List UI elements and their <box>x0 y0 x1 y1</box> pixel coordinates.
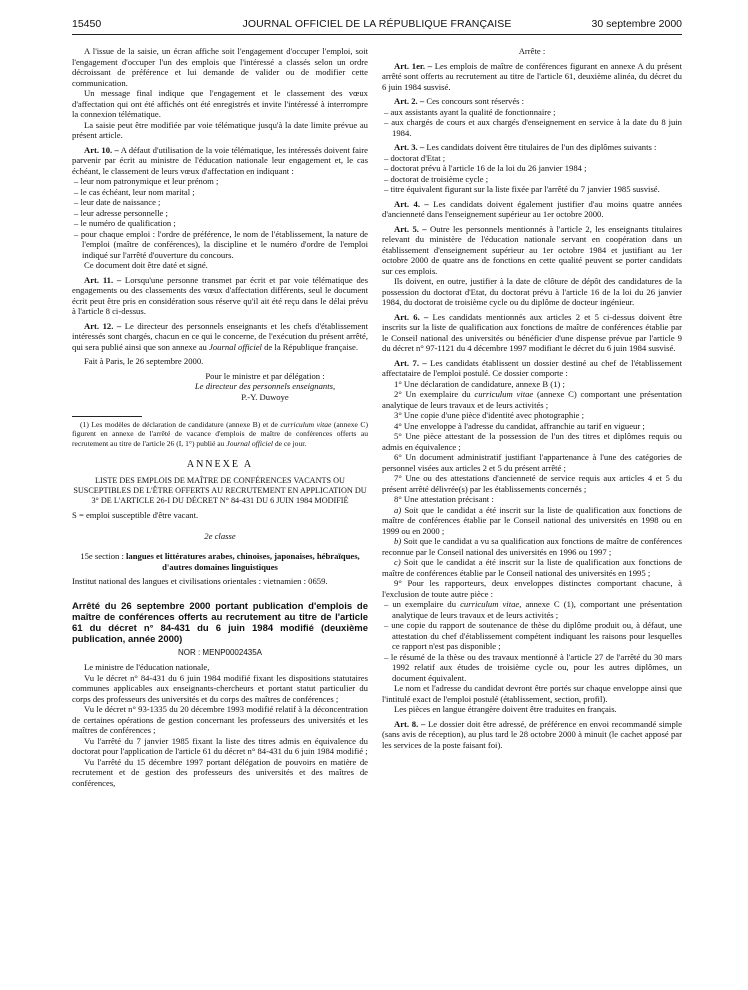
footnote <box>72 420 368 448</box>
article-label: Art. 1er. – <box>394 60 433 71</box>
footnote-text: (annexe C) figurent en annexe de l'arrêté de vacance d'emplois de maître de conférences offerts au recrutement au titre de l'article 26 (I, 1°) publié au <box>72 420 369 448</box>
list-item: – doctorat de troisième cycle ; <box>384 173 489 184</box>
paragraph: Les pièces en langue étrangère doivent être traduites en français. <box>394 704 617 714</box>
item-text: , annexe C (1), comportant une présentation analytique de leurs travaux et de leurs activités ; <box>392 599 683 620</box>
article-11 <box>72 275 368 317</box>
article-label: Art. 10. – <box>84 144 119 155</box>
item-text: – un exemplaire du <box>384 599 461 609</box>
article-2 <box>382 96 682 107</box>
article-text: Le dossier doit être adressé, de préférence en envoi recommandé simple (sans avis de réception), au plus tard le 28 octobre 2000 à minuit (le cachet apposé par les services de la poste faisant foi). <box>382 718 682 750</box>
footnote-text: (1) Les modèles de déclaration de candidature (annexe B) et de <box>80 420 281 429</box>
article-label: Art. 5. – <box>394 223 427 234</box>
signature-title: Le directeur des personnels enseignants, <box>194 381 336 391</box>
item-text: curriculum vitae <box>460 599 520 609</box>
class-heading: 2e classe <box>204 530 236 541</box>
list-item: 9° Pour les rapporteurs, deux enveloppes distinctes comportant chacune, à l'exclusion de toute autre pièce : <box>382 578 682 599</box>
section-heading <box>72 551 368 572</box>
article-label: Art. 12. – <box>84 320 122 331</box>
article-5 <box>382 224 682 277</box>
article-label: Art. 7. – <box>394 357 427 368</box>
list-item: – le numéro de qualification ; <box>74 218 176 228</box>
item-text: (annexe C) comportant une présentation analytique de leurs travaux et de leurs activités ; <box>382 389 682 410</box>
institution-entry: Institut national des langues et civilisations orientales : vietnamien : 0659. <box>72 576 328 587</box>
journal-ref: Journal officiel <box>209 341 262 352</box>
paragraph: Vu l'arrêté du 15 décembre 1997 portant délégation de pouvoirs en matière de recrutement et de gestion des professeurs des universités et des maîtres de conférences, <box>72 756 368 788</box>
article-4 <box>382 199 682 220</box>
sub-item-label: a) <box>394 504 402 515</box>
paragraph: Vu le décret n° 93-1335 du 20 décembre 1993 modifié relatif à la déconcentration de certaines opérations de gestion concernant les professeurs des universités et les maîtres de conférences ; <box>72 704 368 736</box>
page-header <box>72 14 682 34</box>
article-8 <box>382 719 682 751</box>
signatory: P.-Y. Duwoye <box>241 391 289 402</box>
paragraph: Vu l'arrêté du 7 janvier 1985 fixant la liste des titres admis en équivalence du doctorat pour l'application de l'article 61 du décret n° 84-431 du 6 juin 1984 modifié ; <box>72 735 368 757</box>
article-6 <box>382 312 682 354</box>
sub-item <box>382 557 682 578</box>
item-text: Soit que le candidat a été inscrit sur la liste de qualification aux fonctions de maître de conférences établie par le Conseil national des universités en 1995 ; <box>382 557 682 578</box>
article-label: Art. 6. – <box>394 311 429 322</box>
article-text: Ces concours sont réservés : <box>424 96 525 106</box>
footnote-text: Journal officiel <box>226 438 273 448</box>
list-item <box>382 389 682 410</box>
list-item: – leur nom patronymique et leur prénom ; <box>74 176 219 186</box>
list-item: – titre équivalent figurant sur la liste fixée par l'arrêté du 7 janvier 1985 susvisé. <box>384 184 660 194</box>
section-title: langues et littératures arabes, chinoises, japonaises, hébraïques, d'autres domaines linguistiques <box>126 551 360 572</box>
paragraph: A l'issue de la saisie, un écran affiche soit l'engagement d'occuper l'emploi, soit l'engagement d'occuper l'un des emplois que l'intéressé a classés selon un ordre décroissant de préférence et lui demande de valider ou de modifier cette communication. <box>72 46 368 88</box>
paragraph: Le ministre de l'éducation nationale, <box>84 662 210 673</box>
sub-item <box>382 536 682 557</box>
article-text: Outre les personnels mentionnés à l'article 2, les enseignants titulaires relevant du ministère de l'éducation nationale servant en coopération dans un établissement d'enseignement supérieur au 1er octobre 1984 et justifiant au 1er octobre 2000 de quatre ans de fonctions en cette qualité peuvent se porter candidats sur ces emplois. <box>382 223 682 276</box>
list-item: – une copie du rapport de soutenance de thèse du diplôme produit ou, à défaut, une attestation du chef d'établissement compétent indiquant les raisons pour lesquelles ce rapport n'est pas disponible ; <box>384 620 682 651</box>
article-7 <box>382 358 682 379</box>
list-item: – leur date de naissance ; <box>74 197 161 207</box>
left-column <box>72 46 368 788</box>
list-item: 4° Une enveloppe à l'adresse du candidat, affranchie au tarif en vigueur ; <box>394 420 645 431</box>
article-10 <box>72 145 368 177</box>
place-date: Fait à Paris, le 26 septembre 2000. <box>84 356 204 366</box>
item-text: Soit que le candidat a vu sa qualification aux fonctions de maître de conférences reconnue par le Conseil national des universités en 1996 ou 1997 ; <box>382 536 682 557</box>
section-number: 15e section : <box>80 551 127 562</box>
article-text: Les emplois de maître de conférences figurant en annexe A du présent arrêté sont offerts au recrutement au titre de l'article 61, deuxième alinéa, du décret du 6 juin 1984 susvisé. <box>382 60 682 92</box>
issue-date: 30 septembre 2000 <box>591 18 682 30</box>
article-text: Le directeur des personnels enseignants et les chefs d'établissement intéressés sont chargés, chacun en ce qui le concerne, de l'exécution du présent arrêté, qui sera publié ainsi que son annexe au <box>72 320 368 352</box>
footnote-rule <box>72 416 142 417</box>
journal-title: JOURNAL OFFICIEL DE LA RÉPUBLIQUE FRANÇAISE <box>242 18 512 30</box>
right-column <box>382 46 682 750</box>
list-item: – aux chargés de cours et aux chargés d'enseignement en service à la date du 8 juin 1984. <box>384 117 682 138</box>
sub-item-label: c) <box>394 557 401 567</box>
annex-heading: ANNEXE A <box>186 458 254 470</box>
page-number: 15450 <box>72 18 102 30</box>
list-item: 8° Une attestation précisant : <box>394 494 494 504</box>
item-text: Soit que le candidat a été inscrit sur la liste de qualification aux fonctions de maître de conférences établie par le Conseil national des universités en 1998 ou en 1999 ou en 2000 ; <box>382 504 682 536</box>
list-item: 3° Une copie d'une pièce d'identité avec photographie ; <box>394 410 585 420</box>
list-item <box>382 599 682 620</box>
header-rule <box>72 34 682 35</box>
article-label: Art. 11. – <box>84 274 122 285</box>
list-item: 5° Une pièce attestant de la possession de l'un des titres et diplômes requis ou admis en équivalence ; <box>382 431 682 452</box>
article-12 <box>72 321 368 353</box>
list-item: – pour chaque emploi : l'ordre de préférence, le nom de l'établissement, la nature de l'emploi (maître de conférences), la discipline et le numéro d'ordre de l'emploi indiqué sur l'arrêté d'ouverture du concours. <box>74 228 368 260</box>
article-text: Les candidats établissent un dossier destiné au chef de l'établissement affectataire de l'emploi postulé. Ce dossier comporte : <box>382 357 682 378</box>
article-text: Les candidats doivent être titulaires de l'un des diplômes suivants : <box>424 142 657 152</box>
list-item: – le cas échéant, leur nom marital ; <box>74 186 195 197</box>
paragraph: Vu le décret n° 84-431 du 6 juin 1984 modifié fixant les dispositions statutaires communes applicables aux enseignants-chercheurs et portant statut particulier du corps des professeurs des universités et du corps des maîtres de conférences ; <box>72 672 368 704</box>
annex-list-title: LISTE DES EMPLOIS DE MAÎTRE DE CONFÉRENCES VACANTS OU SUSCEPTIBLES DE L'ÊTRE OFFERTS AU RECRUTEMENT EN APPLICATION DU 3° DE L'ARTICLE 26-I DU DÉCRET N° 84-431 DU 6 JUIN 1984 MODIFIÉ <box>73 476 367 506</box>
article-3 <box>382 142 682 153</box>
article-text: Les candidats doivent également justifier d'au moins quatre années d'ancienneté dans l'enseignement supérieur au 1er octobre 2000. <box>382 198 682 219</box>
signature-line: Pour le ministre et par délégation : <box>205 370 325 381</box>
paragraph: Ils doivent, en outre, justifier à la date de clôture de dépôt des candidatures de la possession du doctorat d'Etat, du doctorat prévu à l'article 16 de la loi du 26 janvier 1984, du doctorat de troisième cycle ou du diplôme de docteur ingénieur. <box>382 276 682 307</box>
item-text: 2° Un exemplaire du <box>394 389 475 399</box>
article-text: Lorsqu'une personne transmet par écrit et par voie télématique des engagements ou des classements des vœux d'affectation différents, seul le document écrit peut être pris en considération sous réserve qu'il ait été reçu dans le délai prévu à l'article 8 ci-dessus. <box>72 274 368 316</box>
item-text: curriculum vitae <box>474 389 534 399</box>
list-item: – le résumé de la thèse ou des travaux mentionné à l'article 27 de l'arrêté du 30 mars 1992 relatif aux études de troisième cycle ou, pour les autres diplômes, un document équivalent. <box>384 651 682 683</box>
article-text: A défaut d'utilisation de la voie télématique, les intéressés doivent faire parvenir par écrit au ministre de l'éducation nationale leur engagement et, le cas échéant, le classement de leurs vœux d'affectation en indiquant : <box>72 144 369 176</box>
list-item: – aux assistants ayant la qualité de fonctionnaire ; <box>384 106 556 117</box>
paragraph: Un message final indique que l'engagement et le classement des vœux d'affectation qui ont été affichés ont été enregistrés et invite l'intéressé à interrompre la connexion télématique. <box>72 88 368 119</box>
arrete-heading: Arrête : <box>518 46 546 56</box>
footnote-text: de ce jour. <box>272 438 307 448</box>
article-label: Art. 8. – <box>394 718 426 729</box>
paragraph: La saisie peut être modifiée par voie télématique jusqu'à la date limite prévue au présent article. <box>72 119 368 140</box>
decree-title: Arrêté du 26 septembre 2000 portant publication d'emplois de maître de conférences offerts au recrutement au titre de l'article 61 du décret n° 84-431 du 6 juin 1984 modifié (deuxième publication, année 2000) <box>72 600 368 645</box>
list-item: 7° Une ou des attestations d'ancienneté de service requis aux articles 4 et 5 du présent arrêté délivrée(s) par les établissements concernés ; <box>382 473 682 494</box>
list-item: – leur adresse personnelle ; <box>74 207 168 218</box>
list-item: 1° Une déclaration de candidature, annexe B (1) ; <box>394 378 565 389</box>
sub-item-label: b) <box>394 536 402 546</box>
article-text: Les candidats mentionnés aux articles 2 et 5 ci-dessus doivent être inscrits sur la liste de qualification aux fonctions de maître de conférences établie par le Conseil national des universités ou bénéficier d'une dispense prévue par l'article 9 du décret n° 97-1121 du 4 décembre 1997 modifiant le décret du 6 juin 1984 susvisé. <box>382 311 682 353</box>
article-label: Art. 3. – <box>394 142 425 152</box>
paragraph: Le nom et l'adresse du candidat devront être portés sur chaque enveloppe ainsi que l'intitulé exact de l'emploi postulé (établissement, section, profil). <box>382 683 682 704</box>
list-item: 6° Un document administratif justifiant l'appartenance à l'une des catégories de personnel visées aux articles 2 et 5 du présent arrêté ; <box>382 452 682 473</box>
paragraph: Ce document doit être daté et signé. <box>84 260 208 270</box>
legend-text: S = emploi susceptible d'être vacant. <box>72 510 199 521</box>
article-label: Art. 4. – <box>394 198 429 209</box>
footnote-text: curriculum vitae <box>280 420 332 429</box>
sub-item <box>382 505 682 537</box>
article-1 <box>382 61 682 93</box>
article-text: de la République française. <box>261 341 359 352</box>
list-item: – doctorat prévu à l'article 16 de la loi du 26 janvier 1984 ; <box>384 163 587 173</box>
list-item: – doctorat d'Etat ; <box>384 152 446 163</box>
article-label: Art. 2. – <box>394 96 425 106</box>
nor-reference: NOR : MENP0002435A <box>177 647 263 657</box>
